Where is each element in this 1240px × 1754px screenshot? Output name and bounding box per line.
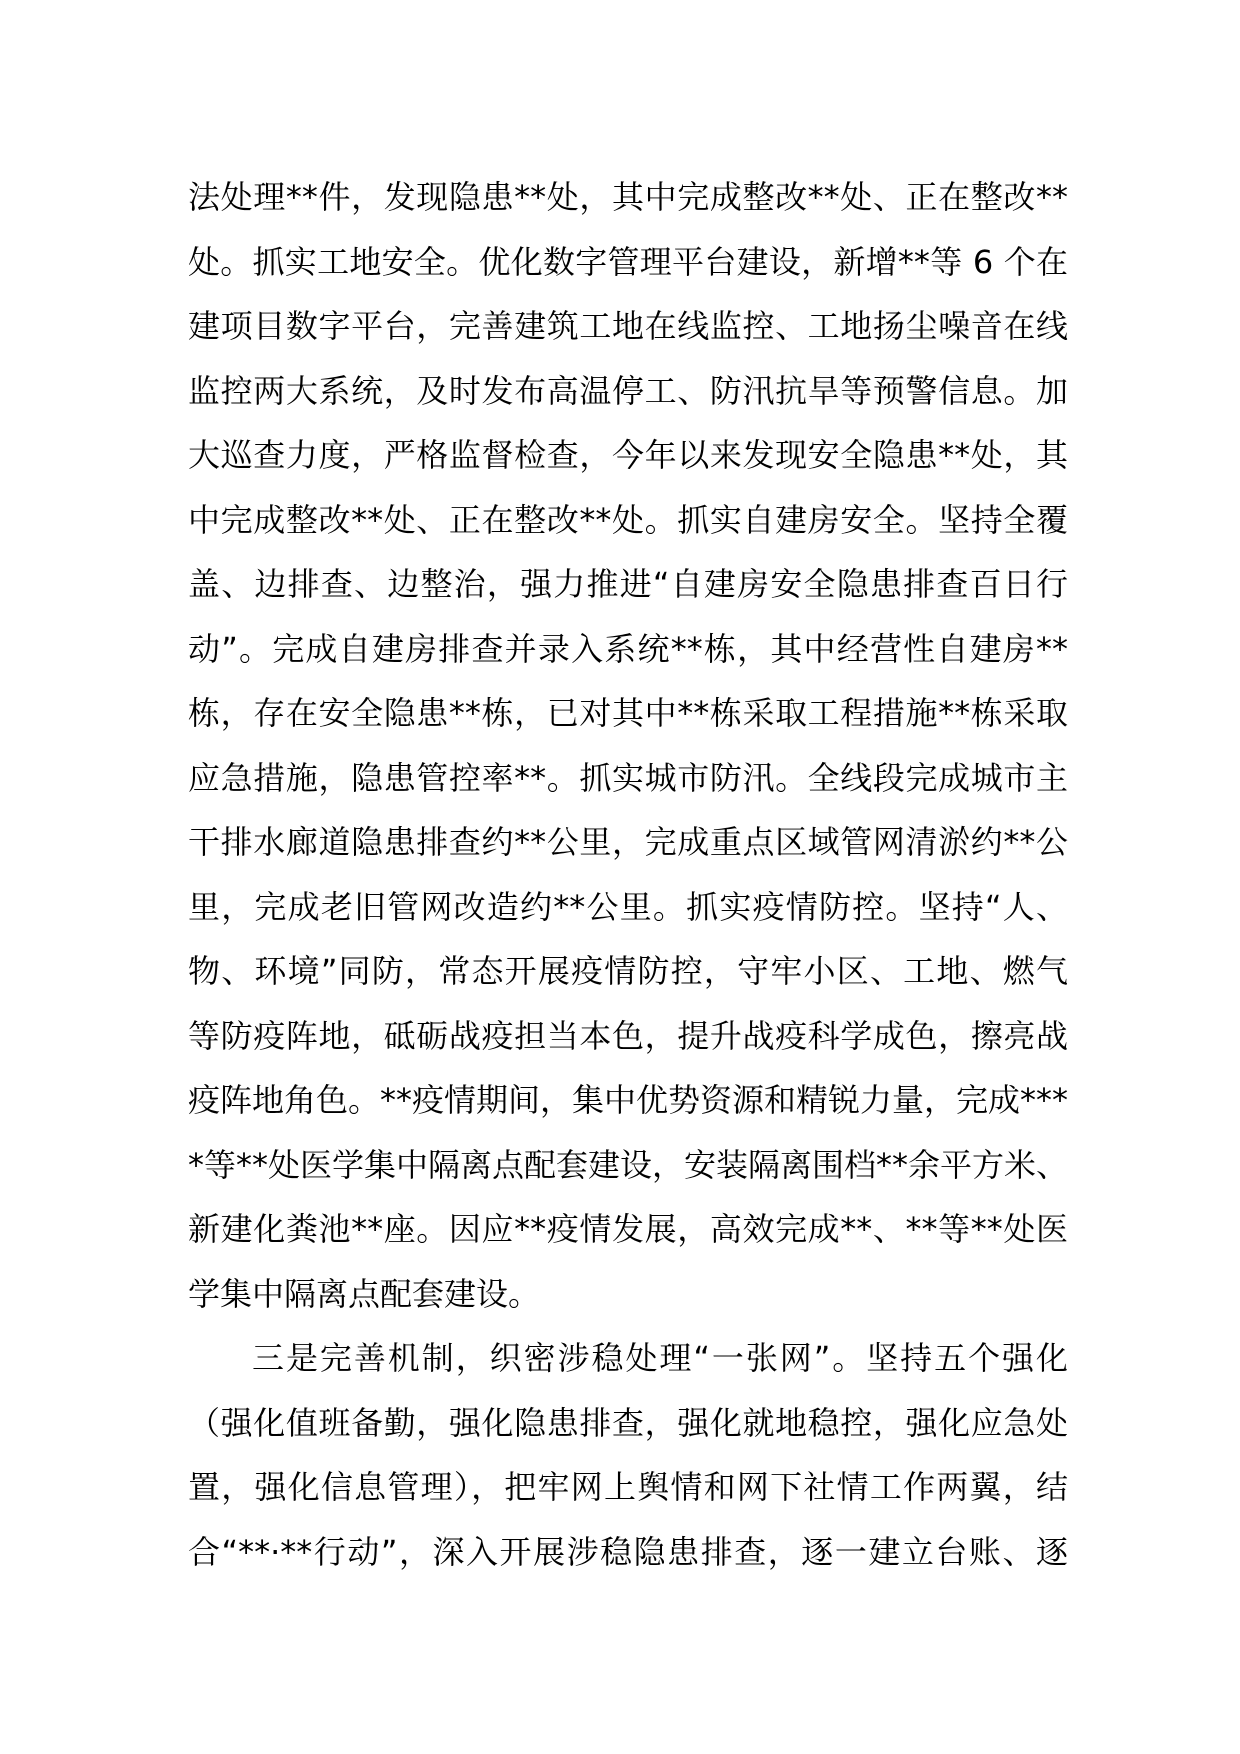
text-line: （强化值班备勤，强化隐患排查，强化就地稳控，强化应急处: [188, 1403, 1068, 1442]
text-line: 等防疫阵地，砥砺战疫担当本色，提升战疫科学成色，擦亮战: [188, 1016, 1068, 1055]
text-line: 栋，存在安全隐患**栋，已对其中**栋采取工程措施**栋采取: [188, 694, 1068, 732]
text-line: 新建化粪池**座。因应**疫情发展，高效完成**、**等**处医: [188, 1210, 1068, 1248]
text-line: 大巡查力度，严格监督检查，今年以来发现安全隐患**处，其: [188, 436, 1068, 474]
paragraph-last-line: 学集中隔离点配套建设。: [188, 1274, 541, 1313]
paragraph-first-line: 三是完善机制，织密涉稳处理“一张网”。坚持五个强化: [252, 1339, 1068, 1377]
text-line: 物、环境”同防，常态开展疫情防控，守牢小区、工地、燃气: [188, 952, 1068, 990]
text-line: 盖、边排查、边整治，强力推进“自建房安全隐患排查百日行: [188, 565, 1068, 603]
text-line: 监控两大系统，及时发布高温停工、防汛抗旱等预警信息。加: [188, 371, 1068, 410]
text-line: 建项目数字平台，完善建筑工地在线监控、工地扬尘噪音在线: [188, 307, 1068, 345]
text-line: 法处理**件，发现隐患**处，其中完成整改**处、正在整改**: [188, 178, 1068, 216]
text-line: 里，完成老旧管网改造约**公里。抓实疫情防控。坚持“人、: [188, 887, 1068, 926]
text-line: 中完成整改**处、正在整改**处。抓实自建房安全。坚持全覆: [188, 500, 1068, 539]
text-line: 置，强化信息管理），把牢网上舆情和网下社情工作两翼，结: [188, 1468, 1068, 1506]
body-text: [188, 165, 1068, 1584]
text-line: 疫阵地角色。**疫情期间，集中优势资源和精锐力量，完成***: [188, 1081, 1069, 1119]
text-line: 应急措施，隐患管控率**。抓实城市防汛。全线段完成城市主: [188, 758, 1068, 797]
text-line: *等**处医学集中隔离点配套建设，安装隔离围档**余平方米、: [188, 1145, 1069, 1184]
text-line: 动”。完成自建房排查并录入系统**栋，其中经营性自建房**: [188, 629, 1068, 668]
text-line: 干排水廊道隐患排查约**公里，完成重点区域管网清淤约**公: [188, 823, 1068, 861]
text-line: 处。抓实工地安全。优化数字管理平台建设，新增**等 6 个在: [188, 242, 1068, 281]
text-line: 合“**·**行动”，深入开展涉稳隐患排查，逐一建立台账、逐: [188, 1532, 1068, 1571]
